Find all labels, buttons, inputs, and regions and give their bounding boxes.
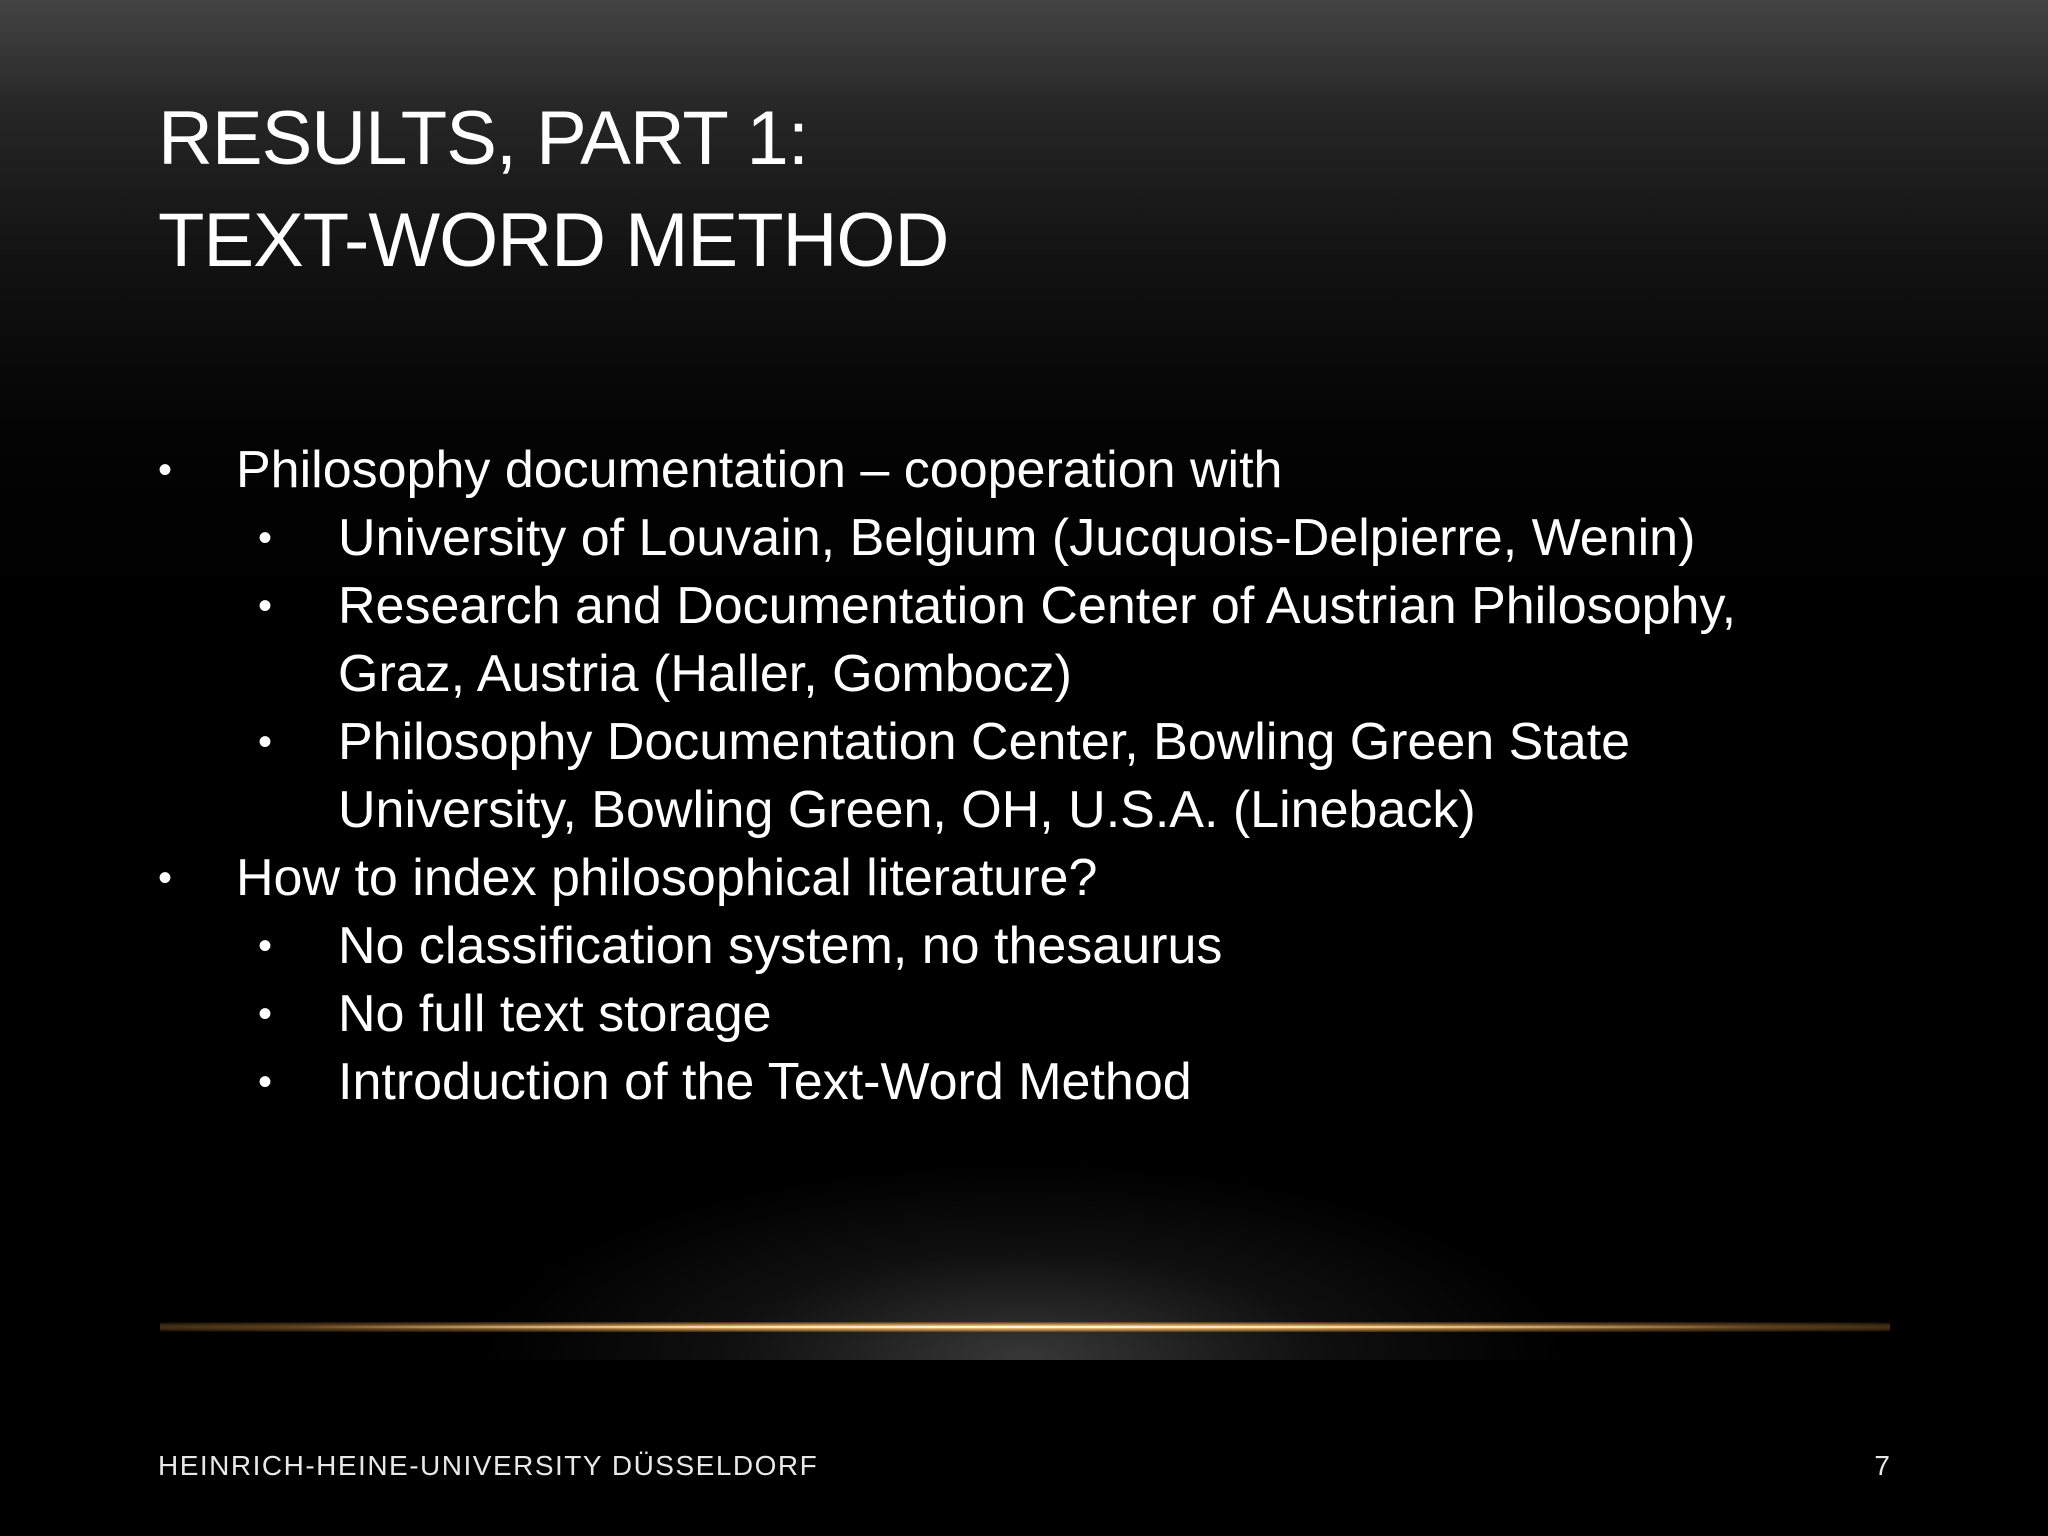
slide-title-line-1: RESULTS, PART 1: xyxy=(158,96,808,181)
bullet-text-continuation: University, Bowling Green, OH, U.S.A. (Lineback) xyxy=(338,781,1476,839)
bullet-text: Introduction of the Text-Word Method xyxy=(338,1053,1192,1111)
bullet-marker: • xyxy=(258,584,273,628)
slide-title-line-2: TEXT-WORD METHOD xyxy=(158,198,949,283)
bullet-item-level2 xyxy=(158,572,1918,708)
bullet-marker: • xyxy=(258,516,273,560)
bullet-marker: • xyxy=(258,1060,273,1104)
bullet-item-level2 xyxy=(158,980,1918,1048)
bullet-marker: • xyxy=(158,856,173,900)
slide-title xyxy=(158,88,948,292)
page-number: 7 xyxy=(1874,1450,1890,1481)
bullet-text: No classification system, no thesaurus xyxy=(338,917,1223,975)
bullet-item-level2 xyxy=(158,1048,1918,1116)
bullet-text: No full text storage xyxy=(338,985,772,1043)
bullet-list xyxy=(158,436,1918,1116)
bullet-item-level2 xyxy=(158,504,1918,572)
bullet-marker: • xyxy=(158,448,173,492)
bullet-marker: • xyxy=(258,924,273,968)
bullet-text: Philosophy documentation – cooperation with xyxy=(236,441,1283,499)
gold-divider-highlight xyxy=(300,1326,1750,1328)
bullet-text: Philosophy Documentation Center, Bowling Green State xyxy=(338,713,1631,771)
bullet-marker: • xyxy=(258,992,273,1036)
footer-institution: HEINRICH-HEINE-UNIVERSITY DÜSSELDORF xyxy=(158,1450,819,1481)
bullet-marker: • xyxy=(258,720,273,764)
bullet-text: How to index philosophical literature? xyxy=(236,849,1098,907)
bullet-item-level2 xyxy=(158,708,1918,844)
bullet-text: University of Louvain, Belgium (Jucquois-Delpierre, Wenin) xyxy=(338,509,1696,567)
bullet-text-continuation: Graz, Austria (Haller, Gombocz) xyxy=(338,645,1072,703)
bullet-item-level1 xyxy=(158,844,1918,912)
bullet-item-level2 xyxy=(158,912,1918,980)
bullet-item-level1 xyxy=(158,436,1918,504)
bullet-text: Research and Documentation Center of Austrian Philosophy, xyxy=(338,577,1737,635)
